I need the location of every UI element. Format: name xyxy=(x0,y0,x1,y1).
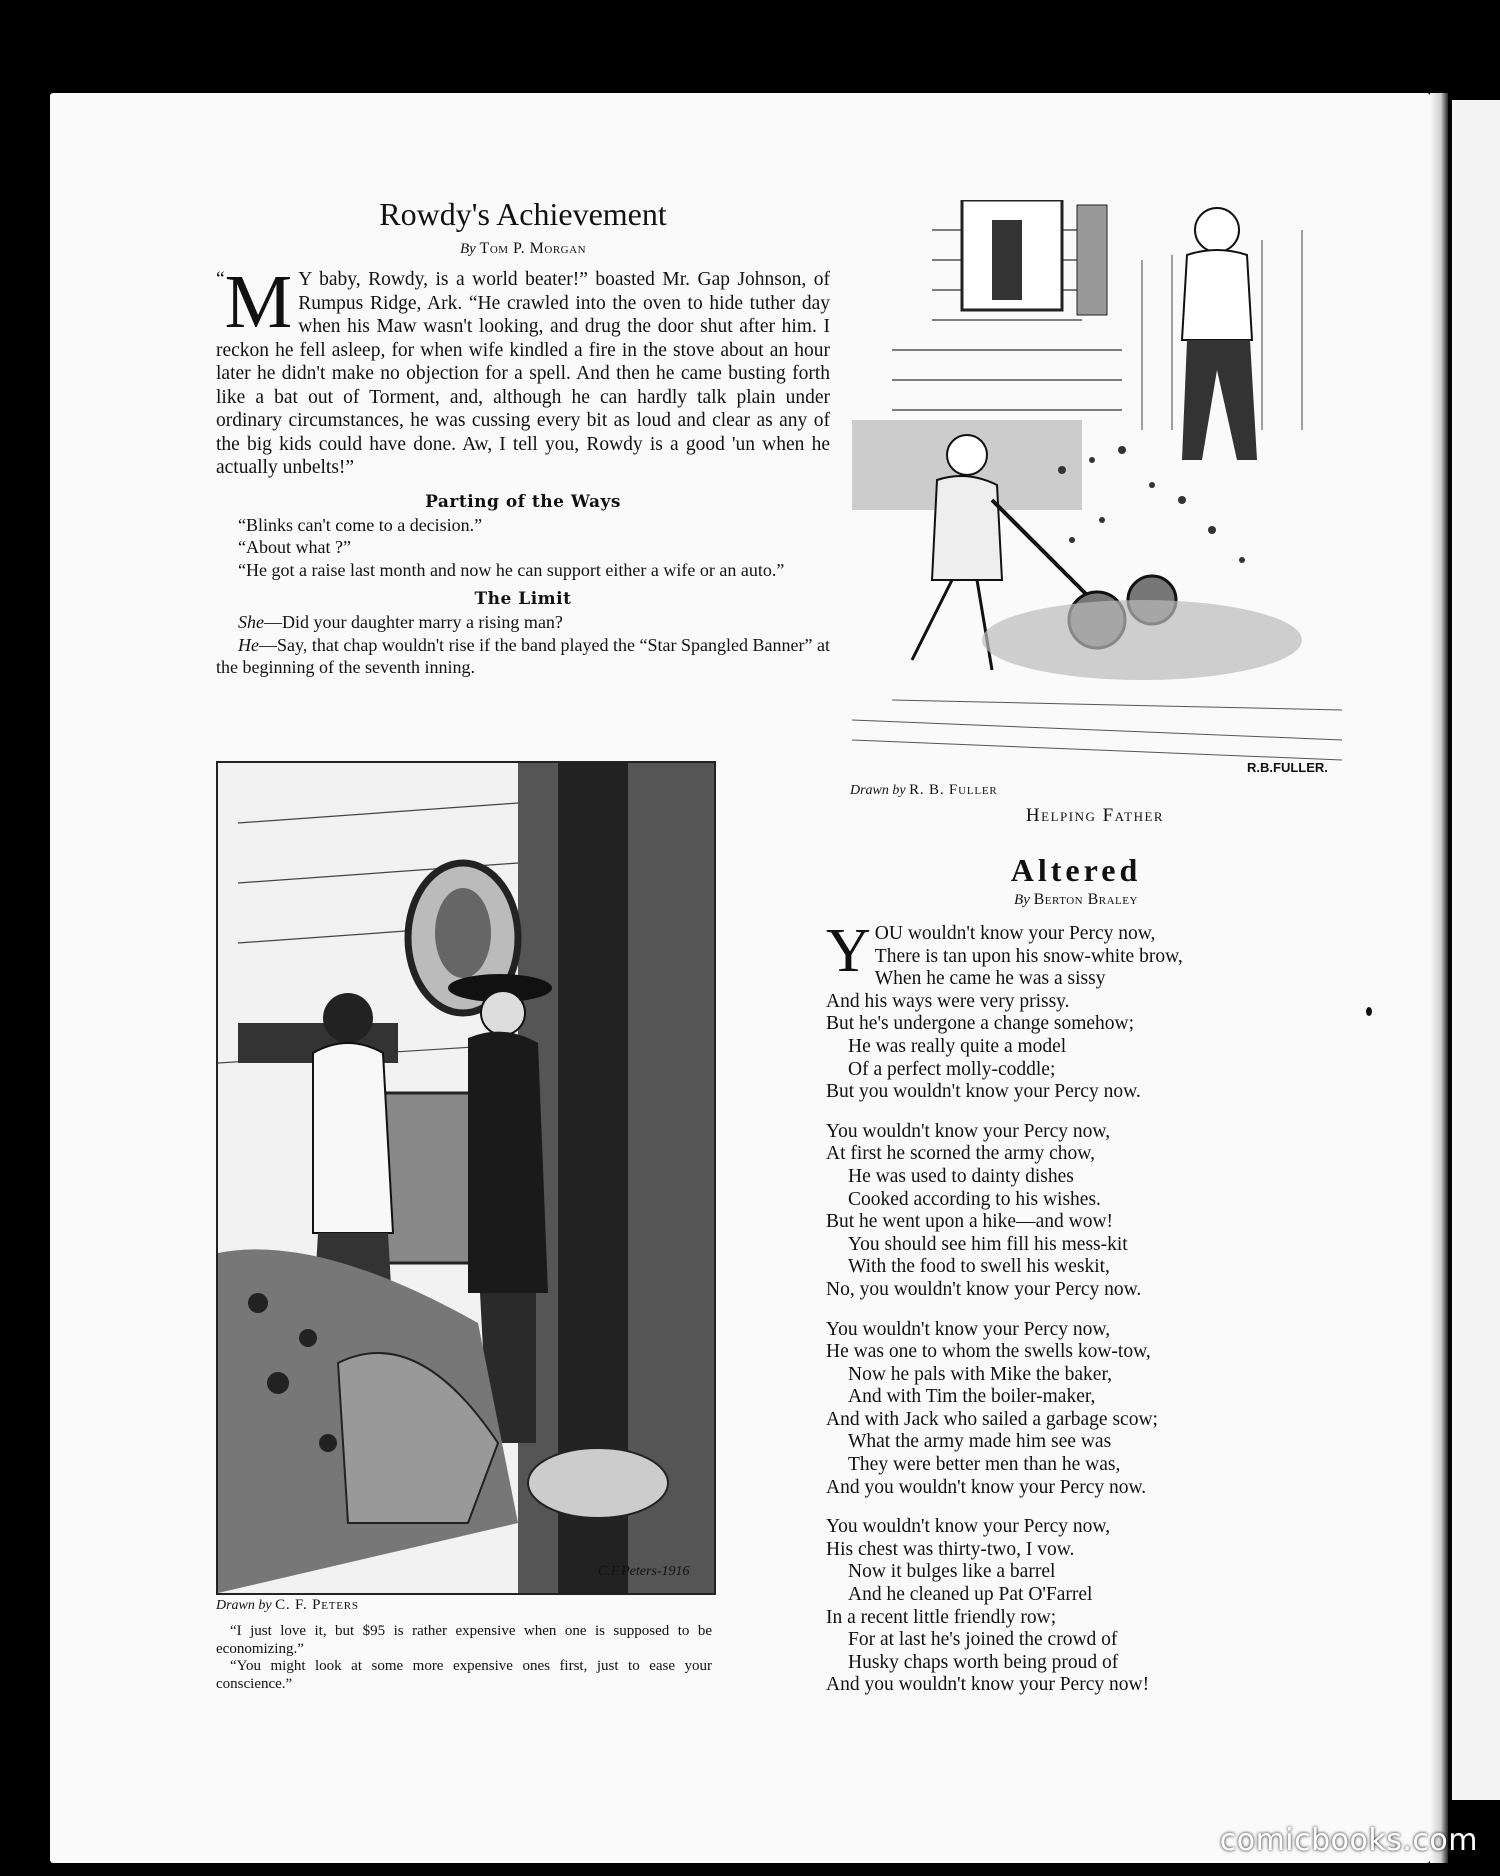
poem-line-text: You should see him fill his mess-kit xyxy=(848,1233,1128,1255)
limit-she-line xyxy=(216,611,830,634)
page-binding-shadow xyxy=(1430,93,1448,1863)
rowdy-dropcap: M xyxy=(224,260,293,344)
parting-heading: Parting of the Ways xyxy=(425,491,621,512)
poem-line-text: You wouldn't know your Percy now, xyxy=(826,1318,1111,1340)
poem-line xyxy=(826,1234,1326,1257)
poem-line xyxy=(826,991,1326,1014)
poem-line xyxy=(826,1561,1326,1584)
fuller-illustration xyxy=(852,200,1342,778)
poem-line-text: What the army made him see was xyxy=(848,1431,1112,1453)
parting-line: “Blinks can't come to a decision.” xyxy=(238,514,483,535)
peters-caption xyxy=(216,1597,712,1693)
poem-line xyxy=(826,946,1326,969)
poem-line-text: But you wouldn't know your Percy now. xyxy=(826,1081,1141,1103)
poem-line xyxy=(826,1516,1326,1539)
poem-stanza xyxy=(826,917,1326,1104)
altered-poem-block xyxy=(826,852,1326,1714)
limit-she-speaker: She xyxy=(238,612,264,632)
rowdy-byline xyxy=(216,240,830,258)
poem-line xyxy=(826,1607,1326,1630)
poem-line-text: You wouldn't know your Percy now, xyxy=(826,1516,1111,1538)
limit-heading: The Limit xyxy=(474,589,572,609)
poem-line xyxy=(826,1409,1326,1432)
poem-dropcap: Y xyxy=(826,917,871,985)
poem-line-text: For at last he's joined the crowd of xyxy=(848,1629,1118,1651)
poem-line-text: Now it bulges like a barrel xyxy=(848,1561,1056,1583)
poem-line-text: But he's undergone a change somehow; xyxy=(826,1013,1135,1035)
poem-line xyxy=(826,1454,1326,1477)
poem-line xyxy=(826,1256,1326,1279)
peters-caption-line: “You might look at some more expensive ones first, just to ease your conscience.” xyxy=(216,1658,712,1692)
poem-stanza xyxy=(826,1121,1326,1302)
poem-line xyxy=(826,1319,1326,1342)
parting-line: “He got a raise last month and now he can support either a wife or an auto.” xyxy=(238,559,785,580)
poem-line xyxy=(826,1013,1326,1036)
rowdy-body xyxy=(216,260,830,480)
ink-speck xyxy=(1366,1007,1372,1016)
poem-line-text: Husky chaps worth being proud of xyxy=(848,1651,1119,1673)
peters-caption-line: “I just love it, but $95 is rather expensive when one is supposed to be economizing.” xyxy=(216,1623,712,1657)
poem-line xyxy=(826,1431,1326,1454)
poem-line xyxy=(826,968,1326,991)
poem-line xyxy=(826,1081,1326,1104)
poem-line xyxy=(826,1386,1326,1409)
peters-credit xyxy=(216,1597,712,1614)
poem-line xyxy=(826,923,1326,946)
fuller-credit-prefix: Drawn by xyxy=(850,783,906,798)
poem-stanza xyxy=(826,1516,1326,1697)
poem-line-text: And with Tim the boiler-maker, xyxy=(848,1386,1096,1408)
poem-line xyxy=(826,1189,1326,1212)
watermark: comicbooks.com xyxy=(1219,1823,1478,1858)
limit-he-speaker: He xyxy=(238,634,259,655)
altered-title: Altered xyxy=(1010,852,1142,888)
lawnmower-scene-image xyxy=(852,200,1342,778)
poem-line-text: OU wouldn't know your Percy now, xyxy=(874,923,1156,944)
peters-credit-prefix: Drawn by xyxy=(216,1598,272,1613)
parting-joke xyxy=(216,514,830,582)
fuller-title: Helping Father xyxy=(1025,805,1165,826)
poem-line-text: And you wouldn't know your Percy now! xyxy=(826,1674,1150,1696)
poem-line xyxy=(826,1674,1326,1697)
poem-line xyxy=(826,1584,1326,1607)
poem-line-text: No, you wouldn't know your Percy now. xyxy=(826,1278,1142,1300)
poem-line-text: Now he pals with Mike the baker, xyxy=(848,1363,1113,1385)
peters-artist: C. F. Peters xyxy=(275,1597,359,1613)
poem-stanza xyxy=(826,1319,1326,1500)
poem-line-text: When he came he was a sissy xyxy=(874,968,1106,990)
poem-line xyxy=(826,1652,1326,1675)
fuller-caption xyxy=(850,782,1340,827)
poem-line xyxy=(826,1036,1326,1059)
limit-joke xyxy=(216,611,830,679)
poem-line-text: And you wouldn't know your Percy now. xyxy=(826,1476,1147,1498)
poem-line-text: He was really quite a model xyxy=(848,1035,1067,1057)
poem-line-text: They were better men than he was, xyxy=(848,1454,1121,1476)
rowdy-open-quote: “ xyxy=(216,269,225,290)
poem-line-text: There is tan upon his snow-white brow, xyxy=(874,945,1183,967)
fuller-signature: R.B.FULLER. xyxy=(1247,760,1328,775)
rowdy-body-text: Y baby, Rowdy, is a world beater!” boasted Mr. Gap Johnson, of Rumpus Ridge, Ark. “He crawled into the oven to hide tuther day when his Maw wasn't looking, and drug the door shut after him. I reckon he fell asleep, for when wife kindled a fire in the stove about an hour later he didn't make no objection for a spell. And then he came busting forth like a bat out of Torment, and, although he can hardly talk plain under ordinary circumstances, he was cussing every bit as loud and clear as any of the big kids could have done. Aw, I tell you, Rowdy is a good 'un when he actually unbelts!” xyxy=(216,269,830,478)
facing-page-edge xyxy=(1452,100,1500,1800)
poem-line-text: In a recent little friendly row; xyxy=(826,1606,1057,1628)
poem-line xyxy=(826,1477,1326,1500)
rowdy-title: Rowdy's Achievement xyxy=(379,196,667,232)
poem-line-text: Of a perfect molly-coddle; xyxy=(848,1058,1056,1080)
poem-line-text: Cooked according to his wishes. xyxy=(848,1188,1101,1210)
rowdy-author: Tom P. Morgan xyxy=(479,240,587,257)
poem-line xyxy=(826,1364,1326,1387)
poem-line-text: But he went upon a hike—and wow! xyxy=(826,1211,1114,1233)
poem-line xyxy=(826,1121,1326,1144)
rowdy-by-label: By xyxy=(459,241,476,257)
poem-line-text: And his ways were very prissy. xyxy=(826,990,1070,1012)
poem-line xyxy=(826,1211,1326,1234)
altered-byline xyxy=(826,891,1326,909)
drawing-room-scene-image xyxy=(218,763,714,1593)
poem-line xyxy=(826,1341,1326,1364)
limit-he-text: —Say, that chap wouldn't rise if the band played the “Star Spangled Banner” at the beginning of the seventh inning. xyxy=(216,634,830,677)
poem-line xyxy=(826,1629,1326,1652)
limit-he-line xyxy=(216,634,830,679)
poem-line-text: And he cleaned up Pat O'Farrel xyxy=(848,1584,1093,1606)
fuller-credit xyxy=(850,782,1340,799)
fuller-artist: R. B. Fuller xyxy=(909,782,998,798)
poem-line xyxy=(826,1539,1326,1562)
poem-line xyxy=(826,1143,1326,1166)
peters-signature: C.F.Peters-1916 xyxy=(598,1564,690,1579)
peters-illustration xyxy=(216,761,716,1595)
poem-line-text: His chest was thirty-two, I vow. xyxy=(826,1538,1075,1560)
altered-by-label: By xyxy=(1014,892,1030,908)
altered-poem xyxy=(826,917,1326,1697)
poem-line xyxy=(826,1166,1326,1189)
poem-line-text: You wouldn't know your Percy now, xyxy=(826,1120,1111,1142)
poem-line-text: He was one to whom the swells kow-tow, xyxy=(826,1341,1151,1363)
poem-line-text: With the food to swell his weskit, xyxy=(848,1256,1110,1278)
limit-she-text: —Did your daughter marry a rising man? xyxy=(264,612,563,632)
altered-author: Berton Braley xyxy=(1033,891,1138,908)
poem-line xyxy=(826,1279,1326,1302)
rowdy-article xyxy=(216,260,830,679)
poem-line-text: And with Jack who sailed a garbage scow; xyxy=(826,1408,1158,1430)
poem-line xyxy=(826,1059,1326,1082)
parting-line: “About what ?” xyxy=(238,537,351,557)
poem-line-text: He was used to dainty dishes xyxy=(848,1165,1074,1187)
poem-line-text: At first he scorned the army chow, xyxy=(826,1143,1095,1165)
